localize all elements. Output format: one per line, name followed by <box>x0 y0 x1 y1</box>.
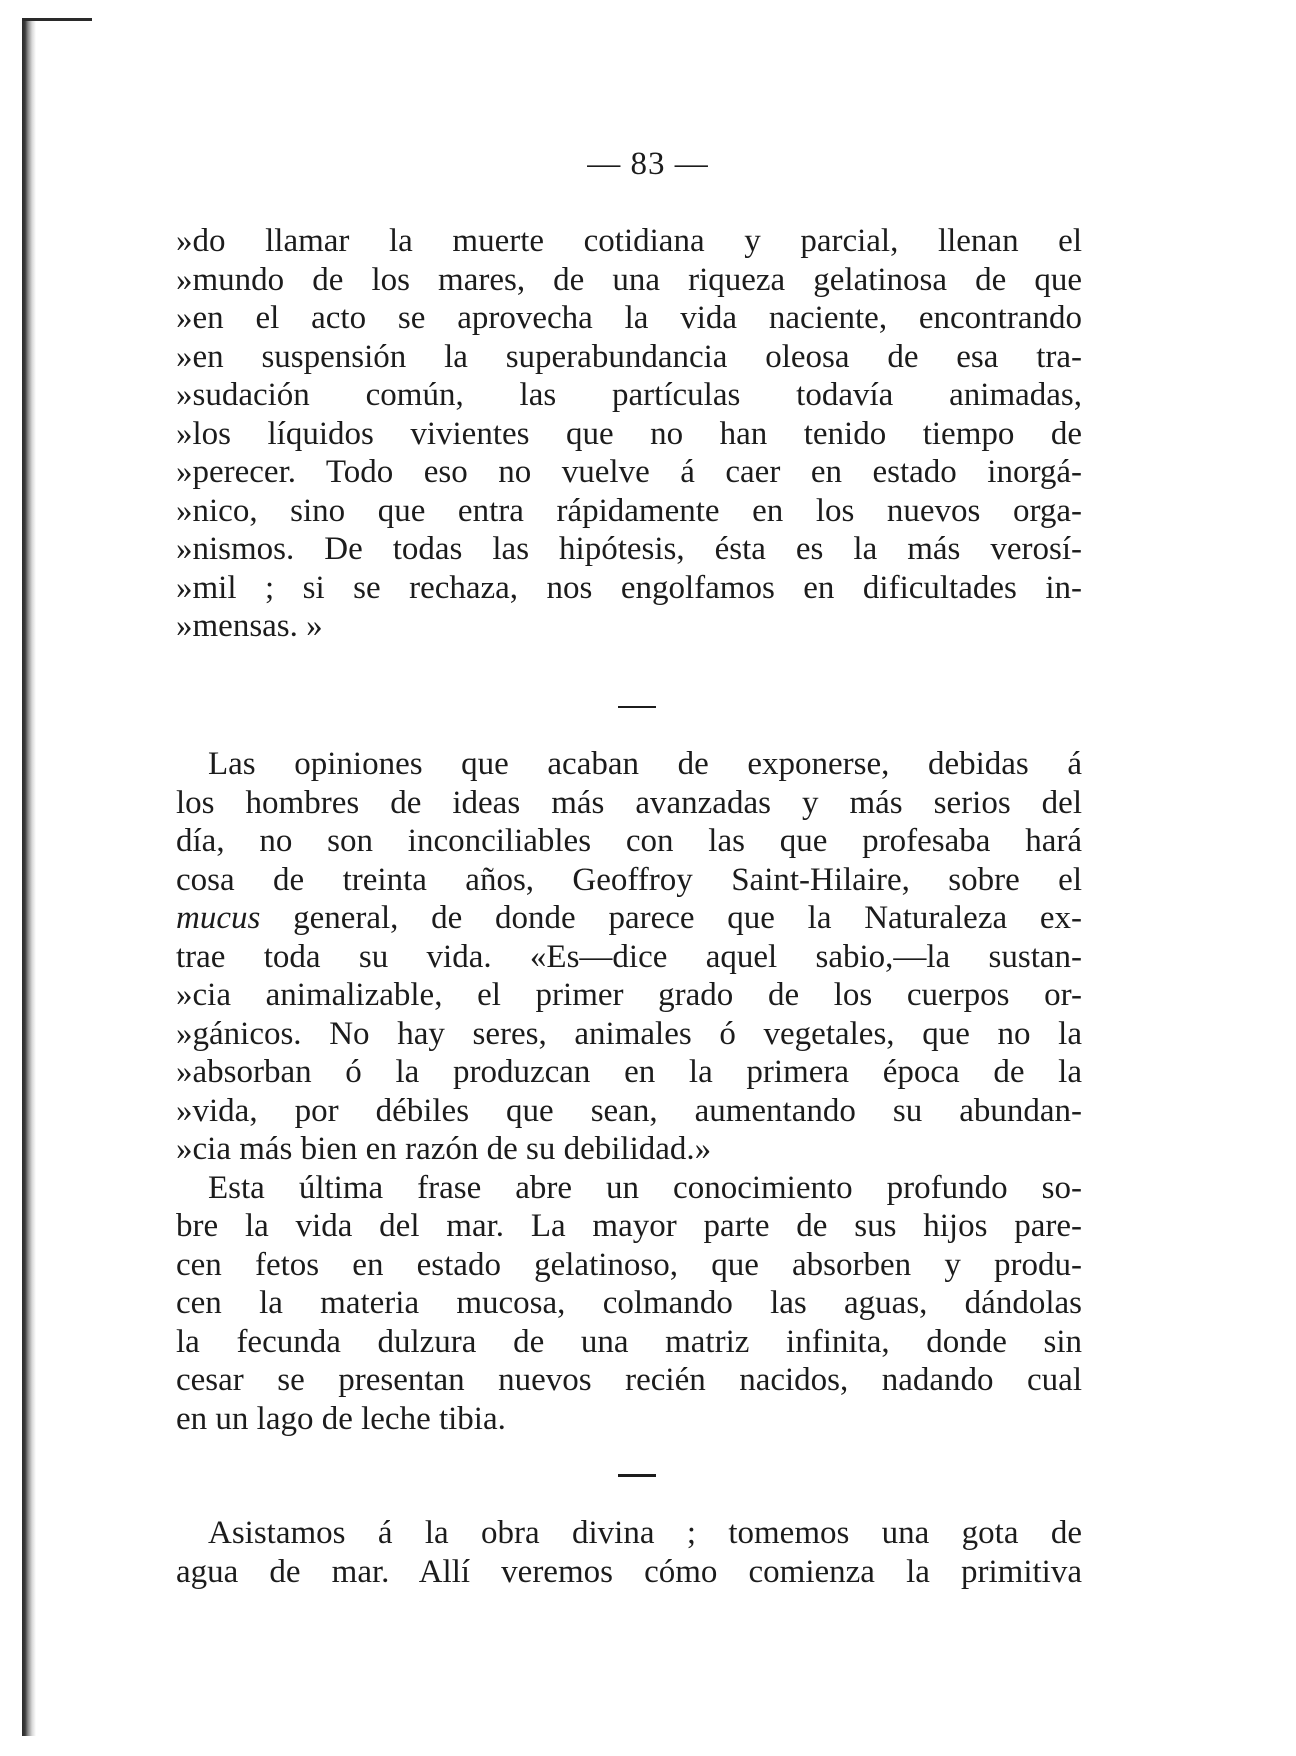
text-line: Las opiniones que acaban de exponerse, debidas á <box>208 746 1082 782</box>
text-line: »nico, sino que entra rápidamente en los nuevos orga- <box>176 492 1082 529</box>
text-line: cesar se presentan nuevos recién nacidos, nadando cual <box>176 1362 1082 1398</box>
text-line: Asistamos á la obra divina ; tomemos una gota de <box>208 1515 1082 1551</box>
text-line: »cia animalizable, el primer grado de los cuerpos or- <box>176 977 1082 1013</box>
page-number: — 83 — <box>587 146 709 182</box>
text-line: »mensas. » <box>176 608 323 644</box>
page-binding-edge <box>22 18 36 1736</box>
text-line: »los líquidos vivientes que no han tenido tiempo de <box>176 415 1082 452</box>
text-line: Esta última frase abre un conocimiento profundo so- <box>208 1169 1082 1206</box>
text-line: »vida, por débiles que sean, aumentando su abundan- <box>176 1092 1082 1129</box>
text-line: »en suspensión la superabundancia oleosa de esa tra- <box>176 338 1082 375</box>
text-line: cosa de treinta años, Geoffroy Saint-Hilaire, sobre el <box>176 861 1082 898</box>
text-line: en un lago de leche tibia. <box>176 1400 506 1437</box>
text-fragment: general, de donde parece que la Naturaleza ex- <box>260 900 1082 936</box>
closing-paragraph <box>176 1514 1082 1591</box>
text-line: »perecer. Todo eso no vuelve á caer en estado inorgá- <box>176 454 1082 490</box>
opinions-paragraph <box>176 745 1082 1438</box>
text-line: »do llamar la muerte cotidiana y parcial, llenan el <box>176 223 1082 259</box>
text-line: agua de mar. Allí veremos cómo comienza la primitiva <box>176 1553 1082 1590</box>
text-line: bre la vida del mar. La mayor parte de sus hijos pare- <box>176 1208 1082 1244</box>
text-line: »mil ; si se rechaza, nos engolfamos en dificultades in- <box>176 569 1082 606</box>
section-separator <box>618 1474 656 1477</box>
text-line: cen la materia mucosa, colmando las aguas, dándolas <box>176 1285 1082 1321</box>
text-line: cen fetos en estado gelatinoso, que absorben y produ- <box>176 1246 1082 1283</box>
text-line: »mundo de los mares, de una riqueza gelatinosa de que <box>176 261 1082 298</box>
text-line: día, no son inconciliables con las que profesaba hará <box>176 823 1082 859</box>
text-line: los hombres de ideas más avanzadas y más serios del <box>176 784 1082 821</box>
text-line: »sudación común, las partículas todavía animadas, <box>176 377 1082 413</box>
text-line: »cia más bien en razón de su debilidad.» <box>176 1131 712 1167</box>
quoted-paragraph <box>176 222 1082 646</box>
text-line: trae toda su vida. «Es—dice aquel sabio,—la sustan- <box>176 938 1082 975</box>
text-line: »gánicos. No hay seres, animales ó vegetales, que no la <box>176 1015 1082 1052</box>
text-line: »en el acto se aprovecha la vida naciente, encontrando <box>176 300 1082 336</box>
text-line: »nismos. De todas las hipótesis, ésta es la más verosí- <box>176 531 1082 567</box>
text-line: »absorban ó la produzcan en la primera época de la <box>176 1054 1082 1090</box>
italic-term: mucus <box>176 900 261 936</box>
text-line-with-italic <box>176 899 1082 938</box>
text-line: la fecunda dulzura de una matriz infinita, donde sin <box>176 1323 1082 1360</box>
section-separator <box>618 706 656 708</box>
